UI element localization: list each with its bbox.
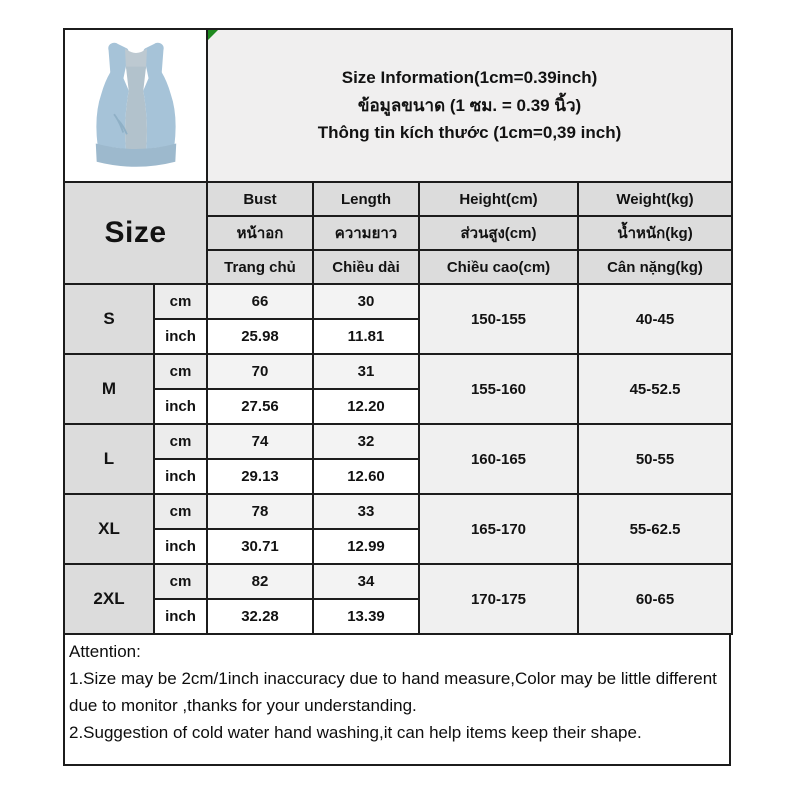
- attention-note-box: [63, 633, 731, 766]
- cell-weight-range: 60-65: [578, 564, 732, 634]
- size-label-s: S: [64, 284, 154, 354]
- col-header-weight-en: Weight(kg): [578, 182, 732, 216]
- unit-label-inch: inch: [154, 389, 207, 424]
- size-label-2xl: 2XL: [64, 564, 154, 634]
- col-header-height-th: ส่วนสูง(cm): [419, 216, 578, 250]
- cell-weight-range: 55-62.5: [578, 494, 732, 564]
- size-label-m: M: [64, 354, 154, 424]
- cell-length-cm: 31: [313, 354, 419, 389]
- cell-length-inch: 12.20: [313, 389, 419, 424]
- unit-label-cm: cm: [154, 424, 207, 459]
- col-header-length-en: Length: [313, 182, 419, 216]
- unit-label-inch: inch: [154, 459, 207, 494]
- cell-height-range: 150-155: [419, 284, 578, 354]
- attention-label: Attention:: [69, 642, 141, 661]
- cell-bust-inch: 25.98: [207, 319, 313, 354]
- col-header-bust-vi: Trang chủ: [207, 250, 313, 284]
- cell-bust-inch: 30.71: [207, 529, 313, 564]
- cell-length-inch: 11.81: [313, 319, 419, 354]
- size-header-label: Size: [64, 182, 207, 284]
- cell-bust-cm: 70: [207, 354, 313, 389]
- size-chart-sheet: [63, 28, 731, 766]
- cell-height-range: 155-160: [419, 354, 578, 424]
- unit-label-inch: inch: [154, 319, 207, 354]
- table-row: [64, 424, 732, 459]
- cell-weight-range: 45-52.5: [578, 354, 732, 424]
- unit-label-cm: cm: [154, 284, 207, 319]
- table-row: [64, 354, 732, 389]
- cell-length-inch: 12.60: [313, 459, 419, 494]
- cell-length-cm: 32: [313, 424, 419, 459]
- size-label-xl: XL: [64, 494, 154, 564]
- unit-label-inch: inch: [154, 529, 207, 564]
- size-table: [63, 28, 733, 635]
- col-header-length-th: ความยาว: [313, 216, 419, 250]
- cell-length-cm: 33: [313, 494, 419, 529]
- col-header-weight-vi: Cân nặng(kg): [578, 250, 732, 284]
- cell-bust-cm: 66: [207, 284, 313, 319]
- cell-bust-inch: 32.28: [207, 599, 313, 634]
- col-header-length-vi: Chiều dài: [313, 250, 419, 284]
- cell-height-range: 170-175: [419, 564, 578, 634]
- cell-bust-inch: 27.56: [207, 389, 313, 424]
- title-line-en: Size Information(1cm=0.39inch): [341, 68, 598, 88]
- table-row: [64, 284, 732, 319]
- size-label-l: L: [64, 424, 154, 494]
- unit-label-cm: cm: [154, 354, 207, 389]
- green-corner-marker-icon: [208, 30, 218, 40]
- col-header-weight-th: น้ำหนัก(kg): [578, 216, 732, 250]
- cell-height-range: 165-170: [419, 494, 578, 564]
- cell-weight-range: 50-55: [578, 424, 732, 494]
- cell-bust-cm: 74: [207, 424, 313, 459]
- cell-length-cm: 34: [313, 564, 419, 599]
- product-photo: [67, 35, 204, 177]
- col-header-bust-th: หน้าอก: [207, 216, 313, 250]
- cell-bust-inch: 29.13: [207, 459, 313, 494]
- col-header-bust-en: Bust: [207, 182, 313, 216]
- attention-note-2: 2.Suggestion of cold water hand washing,it can help items keep their shape.: [69, 723, 642, 742]
- cell-height-range: 160-165: [419, 424, 578, 494]
- col-header-height-vi: Chiều cao(cm): [419, 250, 578, 284]
- unit-label-cm: cm: [154, 564, 207, 599]
- cell-length-cm: 30: [313, 284, 419, 319]
- title-line-vi: Thông tin kích thước (1cm=0,39 inch): [317, 123, 622, 143]
- table-row: [64, 494, 732, 529]
- cell-weight-range: 40-45: [578, 284, 732, 354]
- cell-bust-cm: 78: [207, 494, 313, 529]
- attention-note-1: 1.Size may be 2cm/1inch inaccuracy due to hand measure,Color may be little different due to monitor ,thanks for your understanding.: [69, 669, 717, 715]
- sports-bra-image: [72, 35, 200, 177]
- cell-bust-cm: 82: [207, 564, 313, 599]
- col-header-height-en: Height(cm): [419, 182, 578, 216]
- unit-label-inch: inch: [154, 599, 207, 634]
- title-line-th: ข้อมูลขนาด (1 ซม. = 0.39 นิ้ว): [357, 95, 582, 115]
- table-row: [64, 564, 732, 599]
- cell-length-inch: 12.99: [313, 529, 419, 564]
- cell-length-inch: 13.39: [313, 599, 419, 634]
- product-photo-cell: [64, 29, 207, 182]
- size-info-title-cell: [207, 29, 732, 182]
- unit-label-cm: cm: [154, 494, 207, 529]
